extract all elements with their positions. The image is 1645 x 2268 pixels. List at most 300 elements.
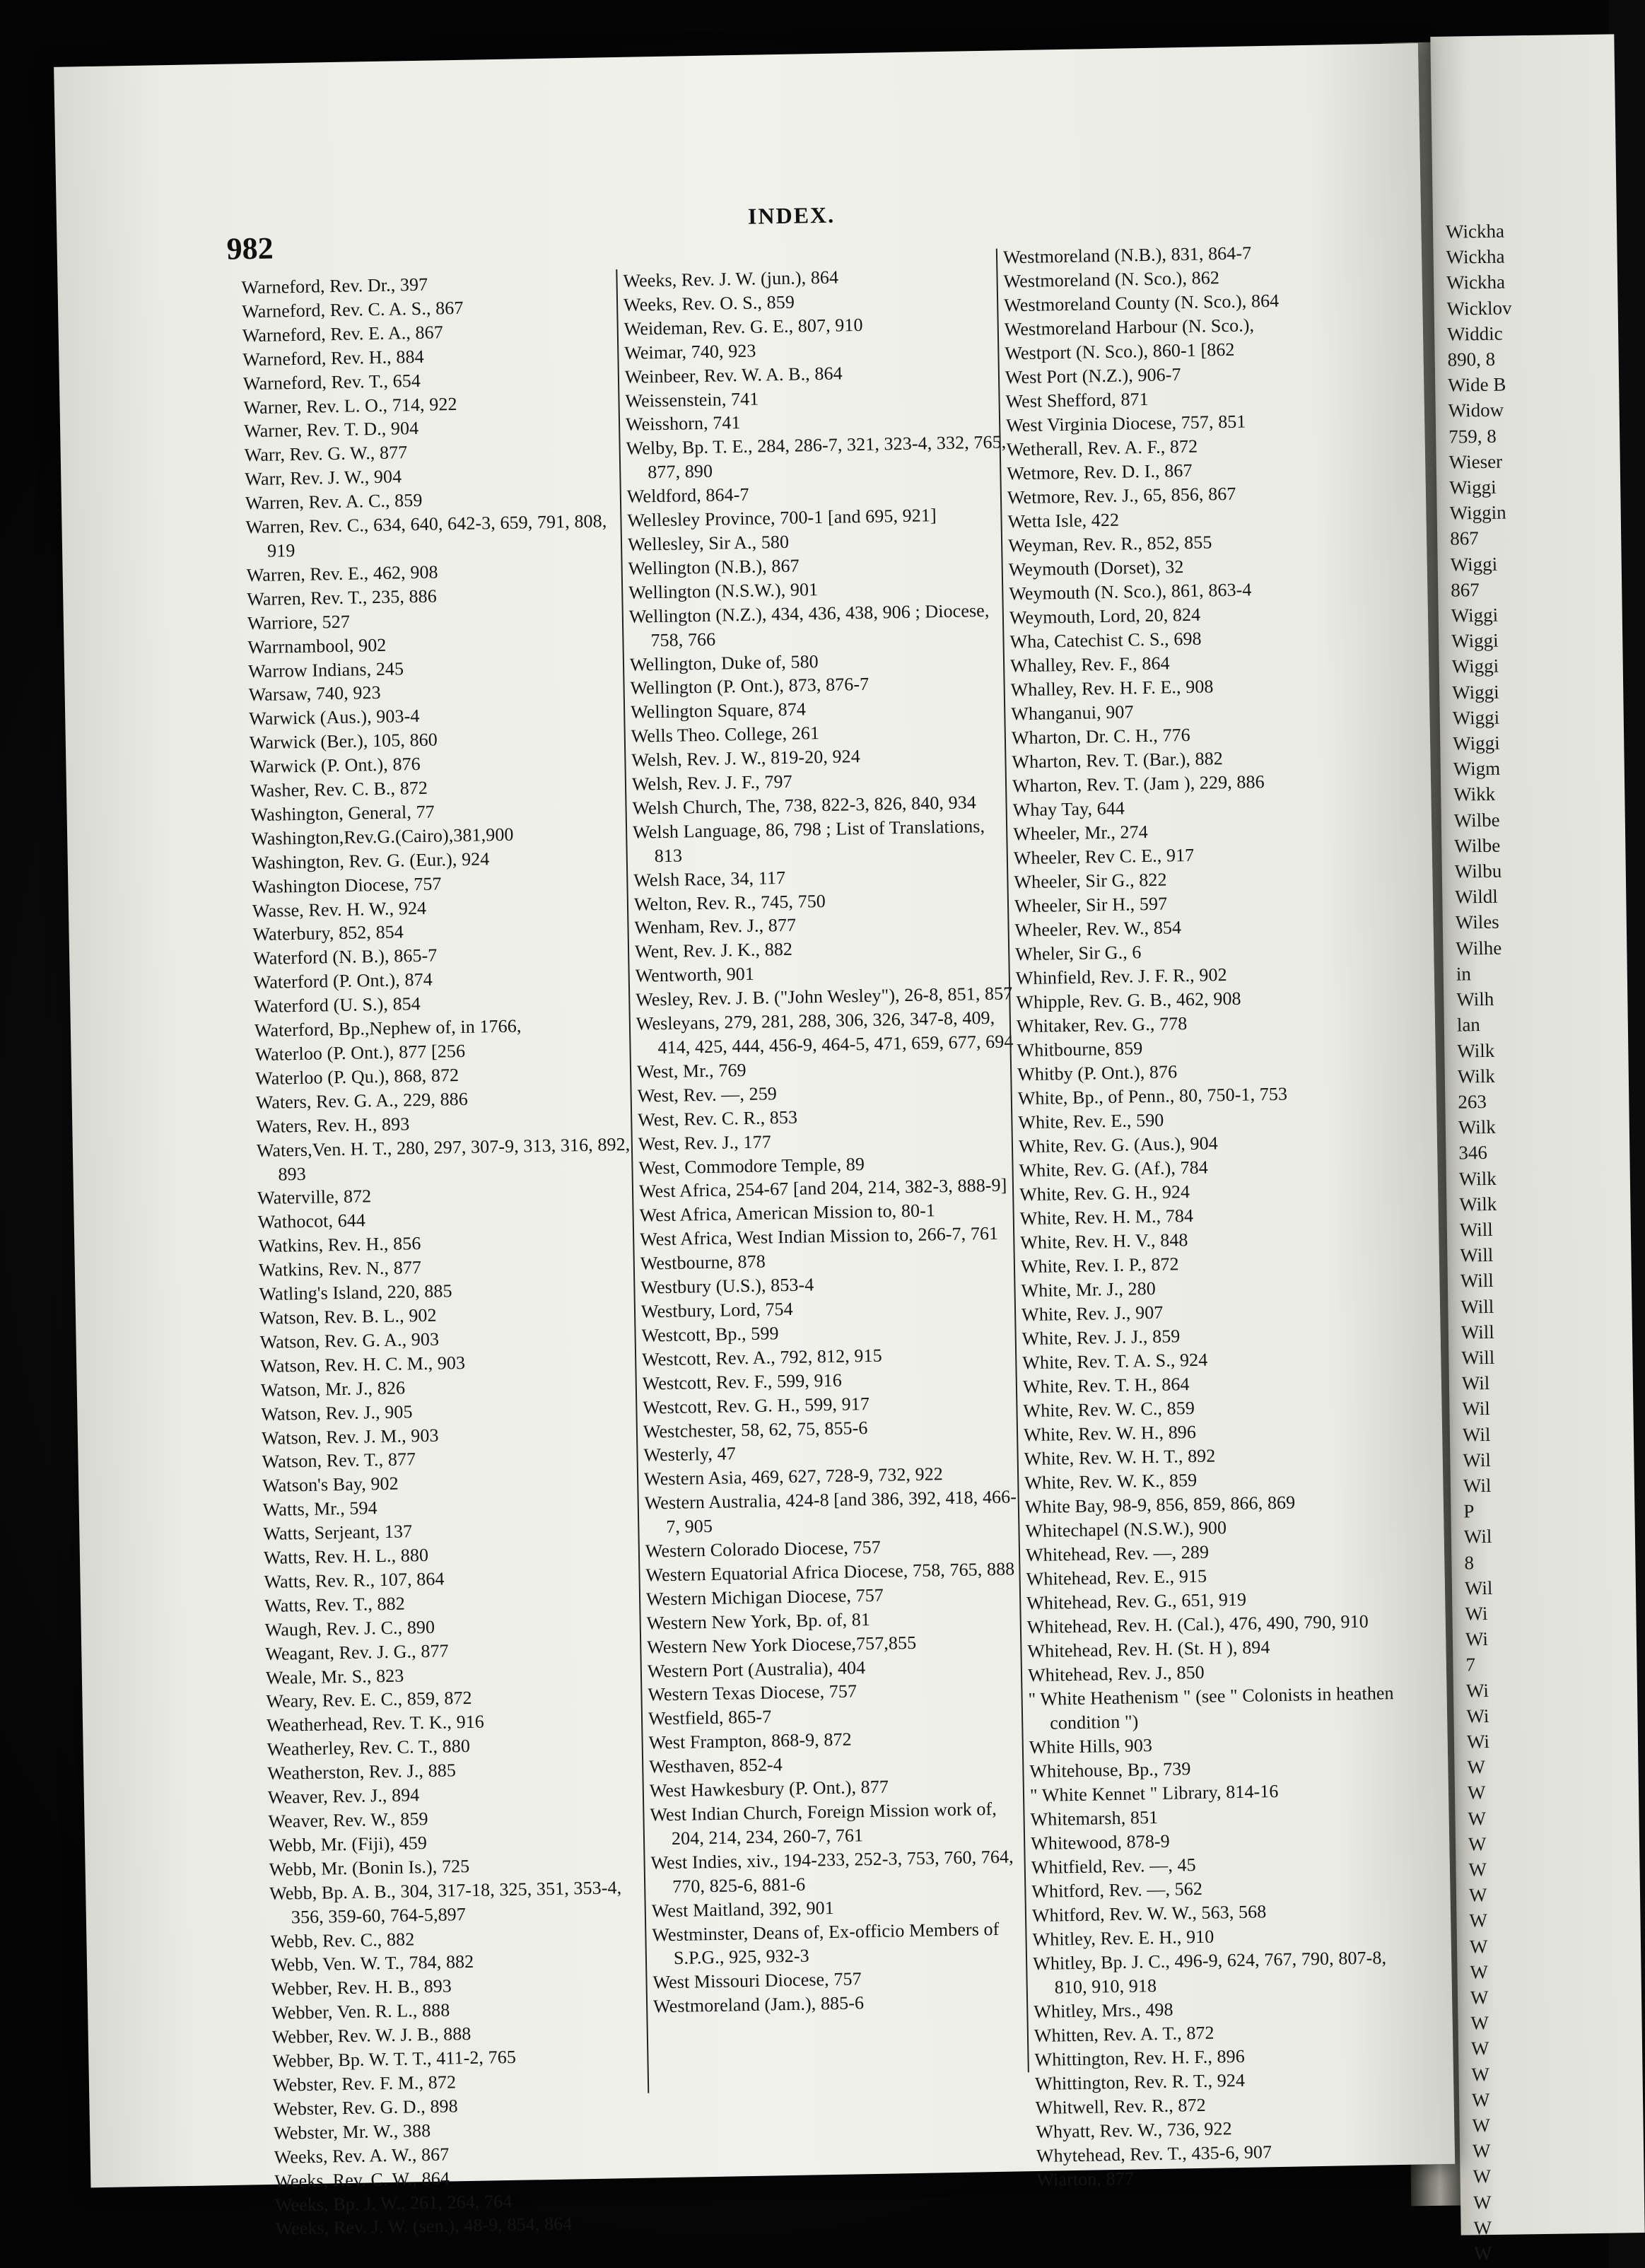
index-entry: Weymouth, Lord, 20, 824 [1009, 604, 1201, 629]
index-entry: Weymouth (Dorset), 32 [1008, 556, 1184, 580]
adjacent-page-line: Wieser [1448, 450, 1503, 473]
index-entry: Webb, Bp. A. B., 304, 317-18, 325, 351, 353-4, 356, 359-60, 764-5,897 [269, 1876, 622, 1928]
index-entry: Weatherley, Rev. C. T., 880 [267, 1736, 471, 1760]
adjacent-page-line: Wiggi [1453, 732, 1500, 754]
index-entry: Wha, Catechist C. S., 698 [1009, 628, 1202, 653]
index-entry: West, Rev. C. R., 853 [638, 1106, 798, 1130]
index-entry: Westcott, Bp., 599 [641, 1323, 779, 1346]
index-entry: Western Texas Diocese, 757 [648, 1680, 857, 1705]
index-entry: Waters, Rev. G. A., 229, 886 [255, 1088, 469, 1113]
index-entry: Westcott, Rev. F., 599, 916 [642, 1369, 843, 1394]
index-entry: Whitechapel (N.S.W.), 900 [1025, 1517, 1227, 1542]
adjacent-page-line: Wide B [1447, 373, 1506, 396]
page-title: INDEX. [747, 201, 836, 229]
index-entry: Waterbury, 852, 854 [252, 921, 404, 945]
adjacent-page-line: W [1473, 2191, 1492, 2214]
index-entry: Washington, Rev. G. (Eur.), 924 [251, 848, 490, 873]
index-entry: Weeks, Rev. O. S., 859 [623, 291, 795, 315]
index-entry: Waugh, Rev. J. C., 890 [264, 1616, 435, 1640]
index-entry: West Indies, xiv., 194-233, 252-3, 753, 760, 764, 770, 825-6, 881-6 [650, 1846, 1014, 1897]
index-entry: Waterloo (P. Qu.), 868, 872 [254, 1064, 459, 1089]
index-entry: Wellington Square, 874 [630, 698, 807, 723]
index-entry: Watson's Bay, 902 [262, 1473, 399, 1497]
adjacent-page-line: Wiggi [1451, 655, 1499, 678]
index-entry: Wheeler, Rev. W., 854 [1014, 917, 1182, 941]
adjacent-page-line: W [1468, 1807, 1487, 1830]
index-entry: Warren, Rev. E., 462, 908 [246, 561, 438, 586]
adjacent-page-line: P [1463, 1500, 1475, 1522]
index-entry: Wellington (N.Z.), 434, 436, 438, 906 ; Diocese, 758, 766 [628, 600, 990, 650]
index-entry: Westmoreland Harbour (N. Sco.), [1004, 315, 1255, 340]
adjacent-page-line: W [1471, 2088, 1490, 2111]
adjacent-page-line: 890, 8 [1447, 348, 1496, 370]
adjacent-page-line: Will [1460, 1270, 1494, 1292]
index-entry: Waters,Ven. H. T., 280, 297, 307-9, 313, 316, 892, 893 [256, 1133, 631, 1185]
index-entry: Westbury (U.S.), 853-4 [640, 1274, 814, 1298]
adjacent-page-line: W [1468, 1832, 1487, 1855]
adjacent-page-line: W [1468, 1859, 1487, 1881]
adjacent-page-line: Wil [1463, 1526, 1492, 1548]
index-entry: White, Rev. G. (Af.), 784 [1019, 1157, 1209, 1181]
index-entry: Wharton, Dr. C. H., 776 [1011, 724, 1191, 749]
index-entry: Wetmore, Rev. D. I., 867 [1007, 460, 1193, 484]
index-entry: Warrnambool, 902 [247, 634, 387, 657]
index-entry: Whitley, Mrs., 498 [1034, 1999, 1173, 2023]
index-entry: Warrow Indians, 245 [247, 657, 404, 682]
index-entry: Waterford (P. Ont.), 874 [253, 969, 433, 993]
index-entry: Weldford, 864-7 [626, 484, 749, 507]
adjacent-page-line: 263 [1458, 1090, 1487, 1113]
index-entry: Wiarton, 877 [1036, 2168, 1135, 2191]
adjacent-page-line: W [1470, 2038, 1489, 2059]
index-entry: Watling's Island, 220, 885 [259, 1280, 452, 1305]
index-entry: White, Bp., of Penn., 80, 750-1, 753 [1017, 1083, 1288, 1109]
index-entry: Wheeler, Sir G., 822 [1014, 869, 1167, 893]
adjacent-page-line: Wi [1466, 1705, 1489, 1727]
adjacent-page-line: W [1468, 1884, 1487, 1906]
index-entry: West Shefford, 871 [1005, 388, 1149, 412]
index-entry: Whitaker, Rev. G., 778 [1016, 1013, 1188, 1037]
index-entry: Whinfield, Rev. J. F. R., 902 [1015, 964, 1227, 989]
index-entry: Whytehead, Rev. T., 435-6, 907 [1036, 2141, 1272, 2167]
index-entry: Whitwell, Rev. R., 872 [1035, 2094, 1206, 2119]
adjacent-page-line: Wickha [1445, 220, 1505, 242]
index-entry: Whitley, Rev. E. H., 910 [1032, 1926, 1214, 1951]
adjacent-page-line: Wilk [1457, 1039, 1495, 1062]
index-entry: West Africa, 254-67 [and 204, 214, 382-3, 888-9] [638, 1174, 1007, 1203]
index-entry: Warsaw, 740, 923 [248, 682, 381, 706]
index-entry: Webber, Bp. W. T. T., 411-2, 765 [272, 2046, 517, 2071]
index-entry: Weeks, Rev. C. W., 864 [274, 2168, 450, 2192]
index-entry: Watts, Rev. H. L., 880 [263, 1544, 429, 1569]
index-entry: Warwick (Aus.), 903-4 [249, 706, 420, 730]
index-entry: White, Rev. T. A. S., 924 [1022, 1349, 1208, 1374]
adjacent-page-line: Wikk [1453, 783, 1496, 806]
adjacent-page-line: Wilbe [1453, 809, 1500, 831]
index-entry: Welsh Race, 34, 117 [633, 867, 786, 891]
index-entry: White, Rev. H. V., 848 [1020, 1229, 1188, 1253]
index-entry: West, Rev. —, 259 [637, 1083, 778, 1106]
index-entry: Westmoreland (N. Sco.), 862 [1003, 267, 1220, 292]
index-entry: Westmoreland County (N. Sco.), 864 [1003, 290, 1280, 316]
adjacent-page-line: Wiggi [1451, 629, 1499, 652]
adjacent-page-line: 867 [1450, 527, 1479, 550]
index-entry: Washington Diocese, 757 [252, 873, 442, 897]
index-entry: Whalley, Rev. H. F. E., 908 [1010, 676, 1214, 701]
adjacent-page-line: 8 [1464, 1551, 1475, 1574]
index-entry: Westfield, 865-7 [648, 1706, 772, 1729]
index-entry: Wellesley, Sir A., 580 [627, 531, 790, 555]
index-entry: Whittington, Rev. H. F., 896 [1034, 2045, 1246, 2071]
adjacent-page-line: Wil [1463, 1449, 1492, 1471]
adjacent-page-line: Wicklov [1446, 297, 1512, 320]
index-entry: Warren, Rev. A. C., 859 [245, 489, 423, 514]
adjacent-page-line: W [1472, 2140, 1491, 2162]
index-entry: White, Rev. E., 590 [1018, 1109, 1164, 1133]
index-entry: Watts, Rev. R., 107, 864 [264, 1568, 445, 1592]
adjacent-page-line: Wilk [1459, 1193, 1497, 1215]
index-entry: Weymouth (N. Sco.), 861, 863-4 [1009, 579, 1252, 604]
index-page [54, 43, 1455, 2240]
index-entry: Wellington (P. Ont.), 873, 876-7 [630, 674, 870, 699]
adjacent-page-line: Wildl [1455, 886, 1498, 908]
index-entry: Whitehouse, Bp., 739 [1029, 1758, 1191, 1782]
index-entry: Whitfield, Rev. —, 45 [1031, 1854, 1196, 1878]
index-entry: Waterford (U. S.), 854 [254, 993, 421, 1017]
index-entry: Wesley, Rev. J. B. ("John Wesley"), 26-8, 851, 857 [636, 983, 1013, 1010]
index-entry: West Virginia Diocese, 757, 851 [1005, 411, 1246, 436]
adjacent-page-line: Wigm [1453, 757, 1501, 780]
index-entry: White, Rev. I. P., 872 [1020, 1253, 1179, 1278]
index-entry: White, Rev. W. H., 896 [1023, 1421, 1197, 1446]
index-entry: Westbury, Lord, 754 [640, 1298, 793, 1322]
index-entry: Weeks, Rev. J. W. (sen.), 48-9, 854, 864 [275, 2213, 573, 2240]
index-entry: White, Rev. W. C., 859 [1023, 1397, 1195, 1422]
index-entry: Watson, Mr. J., 826 [260, 1377, 406, 1401]
index-entry: Whipple, Rev. G. B., 462, 908 [1016, 988, 1241, 1013]
index-entry: Whitby (P. Ont.), 876 [1017, 1061, 1178, 1085]
adjacent-page-line: Wilhe [1456, 937, 1502, 959]
index-entry: Whitehead, Rev. H. (Cal.), 476, 490, 790, 910 [1026, 1611, 1369, 1638]
index-entry: Wentworth, 901 [635, 964, 755, 986]
index-entry: West Port (N.Z.), 906-7 [1005, 364, 1181, 388]
index-entry: White Bay, 98-9, 856, 859, 866, 869 [1024, 1492, 1296, 1518]
index-entry: Whitewood, 878-9 [1030, 1830, 1170, 1854]
index-entry: Whitehead, Rev. J., 850 [1027, 1661, 1205, 1686]
index-entry: Waterford, Bp.,Nephew of, in 1766, [254, 1015, 522, 1041]
index-entry: Went, Rev. J. K., 882 [634, 939, 793, 963]
adjacent-page-line: lan [1456, 1014, 1481, 1036]
index-entry: Webber, Rev. W. J. B., 888 [271, 2023, 472, 2048]
index-entry: Warneford, Rev. E. A., 867 [242, 322, 444, 346]
index-entry: White Hills, 903 [1029, 1735, 1153, 1758]
index-entry: Westmoreland (Jam.), 885-6 [652, 1992, 865, 2017]
index-entry: Warneford, Rev. T., 654 [242, 370, 421, 394]
index-entry: Wesleyans, 279, 281, 288, 306, 326, 347-8, 409, 414, 425, 444, 456-9, 464-5, 471, 659, 677, 694 [636, 1007, 1014, 1058]
adjacent-page-line: W [1473, 2243, 1492, 2264]
adjacent-page-line: 867 [1451, 578, 1480, 601]
index-entry: Warneford, Rev. C. A. S., 867 [241, 297, 464, 322]
adjacent-page-line: Wilbu [1454, 860, 1502, 882]
index-entry: Western Equatorial Africa Diocese, 758, 765, 888 [645, 1558, 1015, 1586]
index-entry: Weissenstein, 741 [625, 388, 759, 411]
index-entry: Weaver, Rev. J., 894 [267, 1784, 420, 1808]
index-entry: Watkins, Rev. H., 856 [258, 1233, 421, 1257]
index-entry: Whalley, Rev. F., 864 [1009, 653, 1170, 677]
index-entry: Welsh, Rev. J. F., 797 [631, 771, 792, 795]
index-entry: Webb, Mr. (Bonin Is.), 725 [269, 1855, 470, 1880]
adjacent-page-edge [1430, 34, 1644, 2264]
index-entry: Waterville, 872 [257, 1186, 372, 1209]
index-entry: Weagant, Rev. J. G., 877 [265, 1640, 449, 1664]
adjacent-page-line: Wiggin [1449, 501, 1506, 524]
index-entry: Wellington (N.S.W.), 901 [628, 578, 819, 603]
adjacent-page-line: Wi [1465, 1679, 1489, 1702]
index-entry: Waterloo (P. Ont.), 877 [256 [254, 1040, 466, 1065]
adjacent-page-line: Will [1459, 1218, 1493, 1241]
index-entry: Whitehead, Rev. H. (St. H ), 894 [1027, 1637, 1270, 1662]
adjacent-page-line: W [1473, 2216, 1492, 2239]
adjacent-page-line: W [1473, 2165, 1492, 2187]
adjacent-page-line: Wiggi [1450, 553, 1498, 575]
index-entry: Warwick (P. Ont.), 876 [250, 754, 421, 778]
index-entry: Whitford, Rev. —, 562 [1031, 1878, 1203, 1902]
adjacent-page-line: 346 [1458, 1142, 1488, 1164]
adjacent-page-line: Widdic [1446, 322, 1503, 345]
index-entry: Wheeler, Rev C. E., 917 [1013, 844, 1195, 869]
index-entry: West Africa, American Mission to, 80-1 [639, 1200, 936, 1226]
index-entry: Warren, Rev. C., 634, 640, 642-3, 659, 791, 808, 919 [245, 510, 607, 561]
index-entry: Warner, Rev. T. D., 904 [243, 418, 419, 442]
index-entry: Whanganui, 907 [1011, 701, 1134, 725]
index-entry: Westcott, Rev. A., 792, 812, 915 [641, 1345, 882, 1370]
index-entry: Washington,Rev.G.(Cairo),381,900 [250, 824, 514, 849]
index-entry: Watson, Rev. J. M., 903 [261, 1425, 439, 1449]
index-entry: Weale, Mr. S., 823 [265, 1665, 404, 1688]
index-entry: Warneford, Rev. Dr., 397 [241, 274, 428, 298]
adjacent-page-line: Will [1461, 1346, 1495, 1369]
index-entry: Wasse, Rev. H. W., 924 [252, 897, 427, 921]
index-entry: White, Rev. J. J., 859 [1021, 1326, 1181, 1350]
index-entry: Watts, Mr., 594 [262, 1497, 377, 1521]
index-entry: Western Colorado Diocese, 757 [645, 1536, 882, 1562]
adjacent-page-line: Wickha [1446, 271, 1506, 294]
adjacent-page-line: Wiggi [1452, 706, 1500, 729]
index-entry: Welsh, Rev. J. W., 819-20, 924 [631, 746, 861, 771]
index-entry: Washington, General, 77 [250, 801, 435, 826]
index-entry: Watson, Rev. T., 877 [262, 1449, 416, 1473]
index-entry: West Indian Church, Foreign Mission work of, 204, 214, 234, 260-7, 761 [650, 1798, 997, 1849]
index-entry: Wellington (N.B.), 867 [628, 555, 800, 579]
index-entry: Waterford (N. B.), 865-7 [252, 945, 438, 969]
index-entry: White, Rev. G. (Aus.), 904 [1018, 1133, 1219, 1157]
adjacent-page-line: Wilk [1458, 1167, 1497, 1190]
index-entry: Watkins, Rev. N., 877 [258, 1257, 422, 1281]
index-entry: West, Mr., 769 [636, 1059, 747, 1082]
index-entry: Weatherhead, Rev. T. K., 916 [266, 1711, 485, 1736]
index-entry: Welsh Church, The, 738, 822-3, 826, 840, 934 [632, 792, 977, 819]
adjacent-page-line: Wil [1462, 1398, 1491, 1420]
index-entry: Webb, Mr. (Fiji), 459 [268, 1832, 428, 1856]
index-entry: Warren, Rev. T., 235, 886 [247, 585, 438, 609]
index-entry: Warneford, Rev. H., 884 [242, 346, 424, 370]
adjacent-page-line: W [1469, 1910, 1488, 1931]
index-entry: Webster, Mr. W., 388 [273, 2120, 431, 2144]
index-entry: West Hawkesbury (P. Ont.), 877 [649, 1776, 889, 1801]
index-entry: Webber, Ven. R. L., 888 [271, 1999, 450, 2024]
index-entry: White, Rev. G. H., 924 [1019, 1181, 1190, 1205]
index-entry: " White Kennet " Library, 814-16 [1029, 1780, 1279, 1806]
adjacent-page-line: Widow [1448, 399, 1504, 422]
index-entry: Watson, Rev. G. A., 903 [259, 1328, 440, 1352]
index-entry: Weimar, 740, 923 [624, 340, 756, 363]
index-entry: " White Heathenism " (see " Colonists in heathen condition ") [1028, 1683, 1394, 1734]
index-entry: Wellesley Province, 700-1 [and 695, 921] [627, 505, 937, 531]
adjacent-page-line: Wiggi [1448, 476, 1497, 498]
index-entry: Westminster, Deans of, Ex-officio Members of S.P.G., 925, 932-3 [652, 1918, 1000, 1969]
index-entry: Washer, Rev. C. B., 872 [250, 777, 428, 802]
index-entry: Westcott, Rev. G. H., 599, 917 [643, 1393, 870, 1418]
index-entry: Webster, Rev. F. M., 872 [272, 2071, 457, 2095]
index-entry: White, Rev. W. H. T., 892 [1024, 1445, 1216, 1470]
index-entry: Wells Theo. College, 261 [631, 723, 820, 747]
index-entry: Whitley, Bp. J. C., 496-9, 624, 767, 790, 807-8, 810, 910, 918 [1032, 1947, 1387, 1998]
index-entry: Weeks, Bp. J. W., 261, 264, 764 [274, 2190, 513, 2216]
index-entry: Whay Tay, 644 [1012, 797, 1125, 821]
index-entry: Weeks, Rev. J. W. (jun.), 864 [623, 267, 839, 291]
index-entry: Whyatt, Rev. W., 736, 922 [1036, 2118, 1232, 2143]
index-entry: Wheler, Sir G., 6 [1015, 942, 1142, 965]
page-number: 982 [226, 230, 274, 267]
index-entry: Watts, Rev. T., 882 [264, 1593, 406, 1616]
adjacent-page-line: Wiles [1455, 911, 1499, 934]
index-entry: Western New York, Bp. of, 81 [646, 1608, 871, 1634]
index-entry: Webster, Rev. G. D., 898 [273, 2095, 458, 2120]
index-entry: Western Australia, 424-8 [and 386, 392, 418, 466-7, 905 [644, 1486, 1017, 1538]
index-entry: Weary, Rev. E. C., 859, 872 [266, 1688, 472, 1712]
index-entry: Warwick (Ber.), 105, 860 [249, 729, 438, 754]
index-column-2 [623, 262, 1035, 2018]
adjacent-page-line: Wil [1462, 1423, 1491, 1446]
index-entry: Wetmore, Rev. J., 65, 856, 867 [1007, 483, 1236, 508]
adjacent-page-line: W [1470, 2012, 1489, 2034]
index-entry: Weyman, Rev. R., 852, 855 [1007, 532, 1212, 556]
index-entry: Western New York Diocese,757,855 [647, 1632, 917, 1658]
index-column-1 [241, 269, 657, 2241]
index-entry: West Frampton, 868-9, 872 [648, 1729, 852, 1753]
index-entry: Wheeler, Mr., 274 [1013, 821, 1149, 845]
index-entry: West Africa, West Indian Mission to, 266-7, 761 [639, 1223, 999, 1250]
index-entry: Warriore, 527 [247, 611, 351, 633]
index-entry: Watts, Serjeant, 137 [263, 1521, 413, 1545]
adjacent-page-line: W [1472, 2115, 1491, 2137]
index-column-3 [1003, 239, 1419, 2192]
index-entry: Waters, Rev. H., 893 [256, 1113, 410, 1137]
index-entry: Weatherston, Rev. J., 885 [267, 1760, 457, 1784]
index-entry: Webb, Ven. W. T., 784, 882 [270, 1951, 474, 1976]
index-entry: Webb, Rev. C., 882 [270, 1928, 415, 1952]
index-entry: Watson, Rev. H. C. M., 903 [260, 1352, 466, 1376]
index-entry: Weaver, Rev. W., 859 [268, 1808, 428, 1832]
adjacent-page-line: Will [1460, 1321, 1495, 1343]
index-entry: Westmoreland (N.B.), 831, 864-7 [1002, 242, 1252, 268]
index-entry: Webber, Rev. H. B., 893 [271, 1975, 452, 2000]
adjacent-page-line: Wil [1464, 1577, 1493, 1599]
index-entry: Wetta Isle, 422 [1007, 509, 1120, 532]
index-entry: Whitbourne, 859 [1017, 1038, 1143, 1061]
index-entry: White, Rev. W. K., 859 [1024, 1469, 1198, 1494]
index-entry: Warner, Rev. L. O., 714, 922 [243, 393, 457, 418]
index-entry: Wharton, Rev. T. (Jam ), 229, 886 [1012, 771, 1265, 797]
adjacent-page-line: Wilk [1458, 1116, 1496, 1138]
adjacent-page-line: Wilh [1456, 988, 1494, 1010]
index-entry: Whitemarsh, 851 [1030, 1806, 1159, 1830]
index-entry: West, Commodore Temple, 89 [638, 1153, 865, 1179]
index-entry: Whitehead, Rev. G., 651, 919 [1026, 1589, 1247, 1614]
index-entry: Westport (N. Sco.), 860-1 [862 [1005, 339, 1235, 364]
adjacent-page-line: Will [1460, 1295, 1494, 1318]
adjacent-page-line: Wiggi [1451, 604, 1499, 626]
adjacent-page-line: Wil [1463, 1474, 1492, 1497]
index-entry: Wetherall, Rev. A. F., 872 [1006, 436, 1198, 460]
adjacent-page-line: Wi [1465, 1603, 1488, 1625]
index-entry: Whitehead, Rev. E., 915 [1026, 1565, 1207, 1590]
index-entry: Western Michigan Diocese, 757 [645, 1584, 884, 1610]
adjacent-page-line: in [1456, 963, 1472, 985]
index-entry: Whitten, Rev. A. T., 872 [1034, 2022, 1214, 2047]
index-entry: Westchester, 58, 62, 75, 855-6 [643, 1417, 868, 1442]
adjacent-page-line: W [1469, 1935, 1488, 1958]
index-entry: Welby, Bp. T. E., 284, 286-7, 321, 323-4, 332, 765, 877, 890 [626, 431, 1007, 483]
adjacent-page-line: Will [1460, 1244, 1494, 1266]
adjacent-page-line: Wil [1461, 1372, 1490, 1394]
adjacent-page-line: W [1467, 1756, 1486, 1778]
index-entry: Wheeler, Sir H., 597 [1014, 893, 1168, 917]
index-entry: Westerly, 47 [643, 1443, 737, 1466]
adjacent-page-line: W [1467, 1782, 1486, 1804]
adjacent-page-line: Wi [1466, 1731, 1490, 1753]
adjacent-page-line: 759, 8 [1448, 425, 1497, 448]
index-entry: Westhaven, 852-4 [648, 1754, 783, 1777]
index-entry: West Maitland, 392, 901 [651, 1897, 835, 1922]
index-entry: Welsh Language, 86, 798 ; List of Translations, 813 [632, 815, 985, 866]
adjacent-page-line: W [1470, 1987, 1489, 2009]
adjacent-page-line: Wilk [1457, 1065, 1495, 1087]
index-entry: Weeks, Rev. A. W., 867 [274, 2144, 450, 2168]
index-entry: Western Port (Australia), 404 [647, 1656, 866, 1682]
adjacent-page-line: Wiggi [1452, 681, 1499, 703]
index-entry: Western Asia, 469, 627, 728-9, 732, 922 [643, 1463, 944, 1490]
index-entry: Weisshorn, 741 [625, 412, 741, 436]
index-entry: White, Rev. H. M., 784 [1019, 1205, 1194, 1229]
index-entry: Wathocot, 644 [257, 1210, 366, 1233]
index-entry: Wenham, Rev. J., 877 [634, 915, 797, 939]
index-entry: Watson, Rev. B. L., 902 [259, 1304, 437, 1329]
index-entry: Westbourne, 878 [640, 1251, 766, 1274]
index-entry: West, Rev. J., 177 [638, 1130, 772, 1155]
index-entry: Whitford, Rev. W. W., 563, 568 [1031, 1901, 1267, 1927]
adjacent-page-line: W [1470, 1960, 1489, 1983]
adjacent-page-line: 7 [1465, 1654, 1476, 1676]
index-entry: Welton, Rev. R., 745, 750 [633, 890, 826, 915]
index-entry: Warr, Rev. G. W., 877 [244, 442, 408, 466]
index-entry: Warr, Rev. J. W., 904 [245, 466, 402, 490]
index-entry: Weinbeer, Rev. W. A. B., 864 [624, 363, 843, 387]
index-entry: Wharton, Rev. T. (Bar.), 882 [1012, 748, 1224, 773]
index-entry: Watson, Rev. J., 905 [261, 1401, 413, 1425]
index-entry: White, Rev. T. H., 864 [1022, 1374, 1190, 1398]
adjacent-page-line: W [1471, 2063, 1490, 2086]
